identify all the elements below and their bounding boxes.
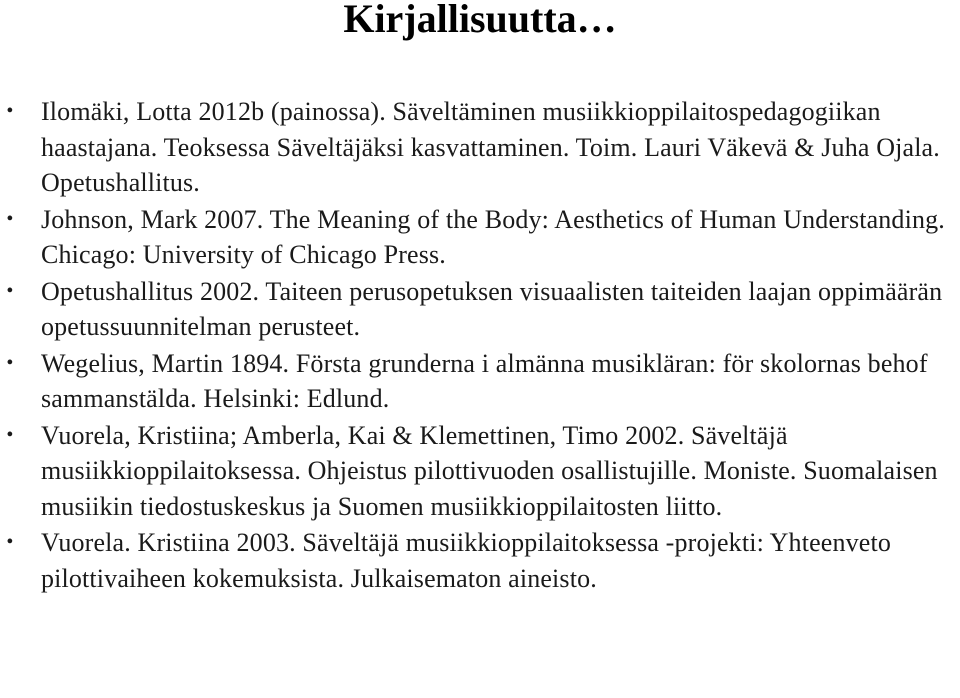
slide-title: Kirjallisuutta… [343, 0, 617, 41]
reference-item [0, 274, 960, 345]
reference-item [0, 418, 960, 525]
reference-item [0, 202, 960, 273]
bullet-icon: • [6, 279, 14, 302]
reference-list [0, 94, 960, 596]
bullet-icon: • [6, 207, 14, 230]
reference-text: Opetushallitus 2002. Taiteen perusopetuksen visuaalisten taiteiden laajan oppimäärän opetussuunnitelman perusteet. [41, 276, 943, 341]
reference-text: Ilomäki, Lotta 2012b (painossa). Säveltäminen musiikkioppilaitospedagogiikan haastajana. Teoksessa Säveltäjäksi kasvattaminen. Toim. Lauri Väkevä & Juha Ojala. Opetushallitus. [41, 97, 940, 197]
bullet-icon: • [6, 100, 14, 122]
bullet-icon: • [6, 423, 14, 446]
bullet-icon: • [6, 351, 14, 374]
reference-item [0, 94, 960, 201]
reference-text: Johnson, Mark 2007. The Meaning of the Body: Aesthetics of Human Understanding. Chicago: University of Chicago Press. [41, 204, 945, 269]
reference-text: Vuorela, Kristiina; Amberla, Kai & Klemettinen, Timo 2002. Säveltäjä musiikkioppilaitoksessa. Ohjeistus pilottivuoden osallistujille. Moniste. Suomalaisen musiikin tiedostuskeskus ja Suomen musiikkioppilaitosten liitto. [41, 420, 938, 521]
reference-item [0, 525, 960, 596]
bullet-icon: • [6, 531, 14, 553]
reference-text: Wegelius, Martin 1894. Första grunderna i almänna musikläran: för skolornas behof sammanstälda. Helsinki: Edlund. [41, 348, 928, 413]
reference-item [0, 346, 960, 417]
reference-text: Vuorela. Kristiina 2003. Säveltäjä musiikkioppilaitoksessa -projekti: Yhteenveto pilottivaiheen kokemuksista. Julkaisematon aineisto. [41, 528, 891, 593]
